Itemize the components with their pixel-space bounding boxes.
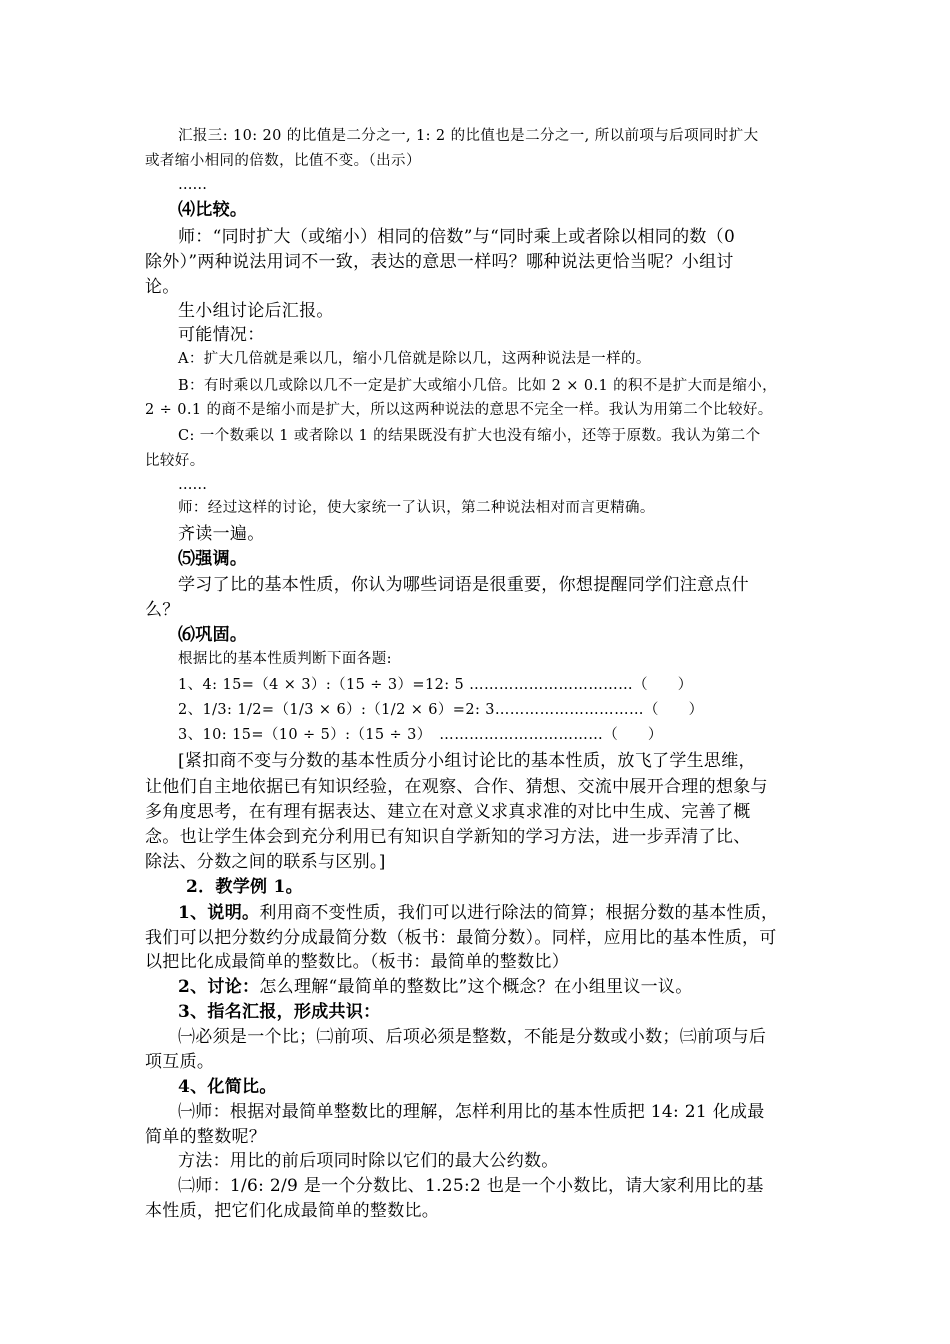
paragraph-line: 本性质，把它们化成最简单的整数比。 <box>145 1201 440 1221</box>
section-heading-example-1: 2．教学例 1。 <box>186 877 303 897</box>
commentary-line: [紧扣商不变与分数的基本性质分小组讨论比的基本性质，放飞了学生思维， <box>178 751 756 771</box>
exercise-item-3: 3、10: 15=（10 ÷ 5）:（15 ÷ 3） ……………………………（ ） <box>178 727 663 743</box>
exercise-intro: 根据比的基本性质判断下面各题: <box>178 651 392 667</box>
section-heading-consolidate: ⑹巩固。 <box>178 625 248 645</box>
ellipsis: …… <box>178 477 207 493</box>
explanation-label: 1、说明。 <box>178 903 260 923</box>
consensus-line-1: ㈠必须是一个比；㈡前项、后项必须是整数，不能是分数或小数；㈢前项与后 <box>178 1027 767 1047</box>
section-heading-compare: ⑷比较。 <box>178 200 248 220</box>
explanation-line-3: 以把比化成最简单的整数比。（板书：最简单的整数比） <box>145 952 569 972</box>
discussion-line <box>178 977 693 997</box>
commentary-line: 念。也让学生体会到充分利用已有知识自学新知的学习方法，进一步弄清了比、 <box>145 827 751 847</box>
paragraph-line: ㈠师：根据对最简单整数比的理解，怎样利用比的基本性质把 14: 21 化成最 <box>178 1102 765 1122</box>
commentary-line: 除法、分数之间的联系与区别。] <box>145 852 386 872</box>
discussion-text: 怎么理解“最简单的整数比”这个概念？在小组里议一议。 <box>259 977 693 997</box>
option-b-line-2: 2 ÷ 0.1 的商不是缩小而是扩大，所以这两种说法的意思不完全一样。我认为用第二个比较好。 <box>145 402 773 418</box>
section-heading-emphasis: ⑸强调。 <box>178 549 248 569</box>
commentary-line: 多角度思考，在有理有据表达、建立在对意义求真求准的对比中生成、完善了概 <box>145 802 751 822</box>
option-b-line-1: B：有时乘以几或除以几不一定是扩大或缩小几倍。比如 2 × 0.1 的积不是扩大而是缩小， <box>178 378 778 394</box>
explanation-line-1 <box>178 903 778 923</box>
paragraph-line: 么？ <box>145 600 180 620</box>
report-three-line-1: 汇报三: 10: 20 的比值是二分之一, 1: 2 的比值也是二分之一, 所以前项与后项同时扩大 <box>178 128 759 144</box>
explanation-text: 利用商不变性质，我们可以进行除法的简算；根据分数的基本性质， <box>259 903 779 923</box>
exercise-item-1: 1、4: 15=（4 × 3）:（15 ÷ 3）=12: 5 ……………………………（ ） <box>178 677 693 693</box>
paragraph-line: 除外）”两种说法用词不一致，表达的意思一样吗？哪种说法更恰当呢？小组讨 <box>145 252 734 272</box>
paragraph-line: 可能情况： <box>178 325 265 345</box>
explanation-line-2: 我们可以把分数约分成最简分数（板书：最简分数）。同样，应用比的基本性质，可 <box>145 928 777 948</box>
paragraph-line: 生小组讨论后汇报。 <box>178 301 334 321</box>
paragraph-line: 齐读一遍。 <box>178 524 265 544</box>
ellipsis: …… <box>178 177 207 193</box>
option-a: A：扩大几倍就是乘以几，缩小几倍就是除以几，这两种说法是一样的。 <box>178 351 651 367</box>
method-line: 方法：用比的前后项同时除以它们的最大公约数。 <box>178 1151 559 1171</box>
commentary-line: 让他们自主地依据已有知识经验，在观察、合作、猜想、交流中展开合理的想象与 <box>145 777 768 797</box>
paragraph-line: 学习了比的基本性质，你认为哪些词语是很重要，你想提醒同学们注意点什 <box>178 575 749 595</box>
exercise-item-2: 2、1/3: 1/2=（1/3 × 6）:（1/2 × 6）=2: 3…………………………（ ） <box>178 702 704 718</box>
paragraph-line: 师：“同时扩大（或缩小）相同的倍数”与“同时乘上或者除以相同的数（0 <box>178 227 736 247</box>
discussion-label: 2、讨论： <box>178 977 260 997</box>
paragraph-line: 论。 <box>145 277 180 297</box>
paragraph-line: 简单的整数呢？ <box>145 1127 267 1147</box>
option-c-line-2: 比较好。 <box>145 453 205 469</box>
option-c-line-1: C: 一个数乘以 1 或者除以 1 的结果既没有扩大也没有缩小，还等于原数。我认为第二个 <box>178 428 761 444</box>
report-three-line-2: 或者缩小相同的倍数，比值不变。（出示） <box>145 153 421 169</box>
teacher-summary: 师：经过这样的讨论，使大家统一了认识，第二种说法相对而言更精确。 <box>178 500 655 516</box>
consensus-line-2: 项互质。 <box>145 1052 215 1072</box>
paragraph-line: ㈡师：1/6: 2/9 是一个分数比、1.25:2 也是一个小数比，请大家利用比的基 <box>178 1176 764 1196</box>
simplify-ratio-heading: 4、化简比。 <box>178 1077 277 1097</box>
report-consensus-heading: 3、指名汇报，形成共识： <box>178 1002 381 1022</box>
